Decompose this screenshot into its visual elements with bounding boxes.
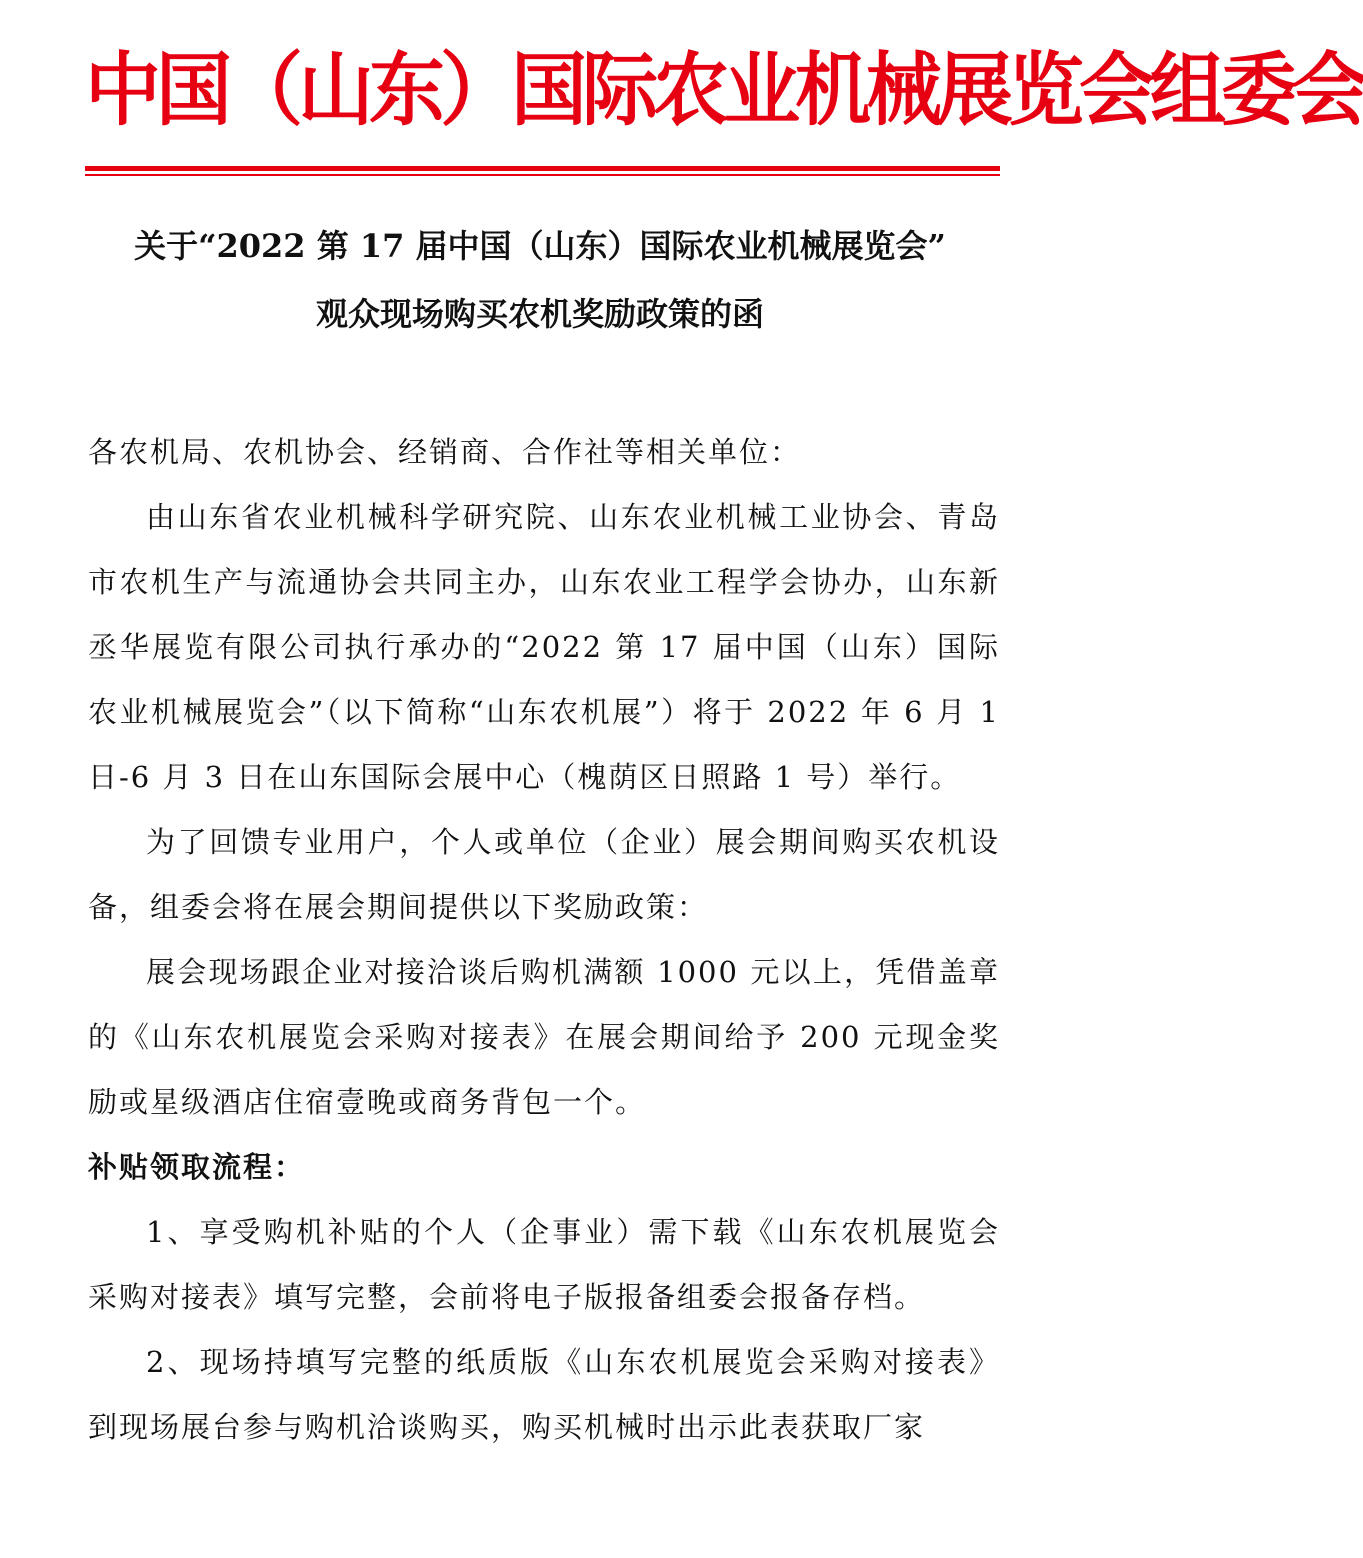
document-body [88, 420, 1000, 1460]
process-step-1: 1、享受购机补贴的个人（企事业）需下载《山东农机展览会采购对接表》填写完整，会前将电子版报备组委会报备存档。 [88, 1215, 1000, 1314]
paragraph-reward-policy: 展会现场跟企业对接洽谈后购机满额 1000 元以上，凭借盖章的《山东农机展览会采购对接表》在展会期间给予 200 元现金奖励或星级酒店住宿壹晚或商务背包一个。 [88, 955, 1000, 1119]
paragraph-purpose: 为了回馈专业用户，个人或单位（企业）展会期间购买农机设备，组委会将在展会期间提供以下奖励政策： [88, 825, 1000, 924]
salutation: 各农机局、农机协会、经销商、合作社等相关单位： [88, 435, 802, 469]
document-title-line-2: 观众现场购买农机奖励政策的函 [315, 295, 764, 333]
letterhead-divider-thin [85, 174, 1000, 176]
letterhead-divider-thick [85, 166, 1000, 171]
document-title-line-1: 关于“2022 第 17 届中国（山东）国际农业机械展览会” [134, 227, 946, 265]
process-step-2: 2、现场持填写完整的纸质版《山东农机展览会采购对接表》到现场展台参与购机洽谈购买，购买机械时出示此表获取厂家 [88, 1345, 1000, 1444]
section-heading-process: 补贴领取流程： [88, 1150, 306, 1184]
paragraph-organizers: 由山东省农业机械科学研究院、山东农业机械工业协会、青岛市农机生产与流通协会共同主办，山东农业工程学会协办，山东新丞华展览有限公司执行承办的“2022 第 17 届中国（山东）国际农业机械展览会”（以下简称“山东农机展”）将于 2022 年 6 月 1 日-6 月 3 日在山东国际会展中心（槐荫区日照路 1 号）举行。 [88, 500, 1000, 794]
letterhead-org-name: 中国（山东）国际农业机械展览会组委会 [85, 42, 1363, 137]
